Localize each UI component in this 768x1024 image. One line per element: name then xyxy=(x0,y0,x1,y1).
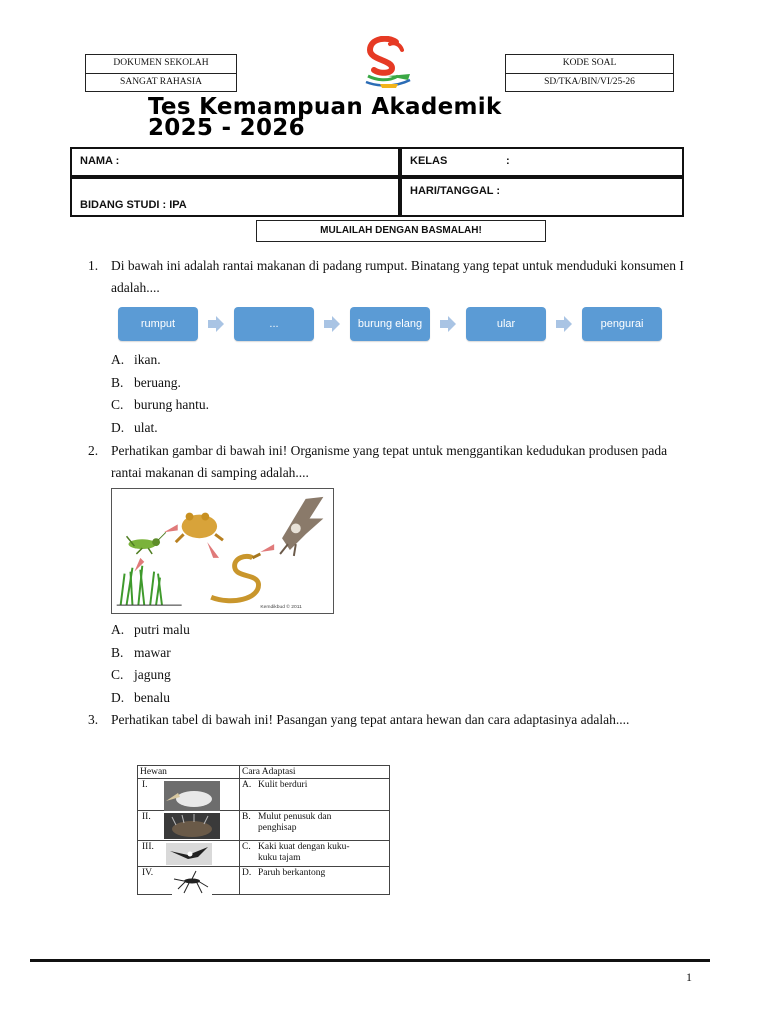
class-label: KELAS xyxy=(410,155,448,167)
option-b[interactable]: B. beruang. xyxy=(111,374,181,390)
chain-node-2: ... xyxy=(234,307,314,341)
document-label-box xyxy=(85,54,237,92)
question-1 xyxy=(88,255,698,299)
option-a[interactable]: A. putri malu xyxy=(111,622,190,637)
eagle-photo-icon xyxy=(166,843,212,865)
porcupine-photo-icon xyxy=(164,813,220,839)
document-label-line-1: DOKUMEN SEKOLAH xyxy=(113,58,209,68)
question-text: Di bawah ini adalah rantai makanan di padang rumput. Binatang yang tepat untuk menduduki konsumen I adalah.... xyxy=(111,258,684,295)
table-row: I. A. Kulit berduri xyxy=(138,779,390,811)
image-credit: Kemdikbud © 2011 xyxy=(260,605,302,611)
food-chain-diagram xyxy=(118,307,668,343)
table-header-adaptation: Cara Adaptasi xyxy=(240,766,390,779)
option-d[interactable]: D. ulat. xyxy=(111,419,158,435)
question-text: Perhatikan gambar di bawah ini! Organisme yang tepat untuk menggantikan kedudukan produsen pada rantai makanan di samping adalah.... xyxy=(111,443,668,480)
table-header-row xyxy=(138,766,390,779)
table-row: III. C. Kaki kuat dengan kuku- kuku tajam xyxy=(138,841,390,867)
option-c[interactable]: C. burung hantu. xyxy=(111,397,209,412)
date-field[interactable] xyxy=(400,177,684,217)
table-row: II. B. Mulut penusuk dan penghisap xyxy=(138,811,390,841)
eagle-icon xyxy=(280,497,323,556)
subject-label: BIDANG STUDI : IPA xyxy=(80,199,187,211)
title-line-2: 2025 - 2026 xyxy=(148,115,305,141)
question-number: 2. xyxy=(88,443,99,458)
arrow-right-icon xyxy=(440,316,456,332)
page-number: 1 xyxy=(686,970,692,984)
chain-node-3: burung elang xyxy=(350,307,430,341)
snake-icon xyxy=(211,554,260,601)
exam-code-label: KODE SOAL xyxy=(562,58,617,68)
class-field[interactable] xyxy=(400,147,684,177)
question-text: Perhatikan tabel di bawah ini! Pasangan yang tepat antara hewan dan cara adaptasinya adalah.... xyxy=(111,712,630,727)
document-label-line-2: SANGAT RAHASIA xyxy=(86,73,236,91)
answer-options-2 xyxy=(111,619,190,709)
question-3 xyxy=(88,709,698,731)
arrow-right-icon xyxy=(324,316,340,332)
subject-field xyxy=(70,177,400,217)
arrow-right-icon xyxy=(208,316,224,332)
page-title xyxy=(148,94,502,141)
school-logo xyxy=(358,36,418,92)
chain-node-5: pengurai xyxy=(582,307,662,341)
chain-node-4: ular xyxy=(466,307,546,341)
class-colon: : xyxy=(506,155,510,167)
table-header-animal: Hewan xyxy=(138,766,240,779)
question-number: 1. xyxy=(88,258,99,273)
option-a[interactable]: A. ikan. xyxy=(111,352,161,367)
chain-node-1: rumput xyxy=(118,307,198,341)
option-b[interactable]: B. mawar xyxy=(111,644,171,660)
option-c[interactable]: C. jagung xyxy=(111,667,171,682)
pelican-photo-icon xyxy=(164,781,220,811)
adaptation-table xyxy=(137,765,390,895)
grass-icon xyxy=(121,566,162,605)
option-d[interactable]: D. benalu xyxy=(111,689,170,705)
grasshopper-icon xyxy=(127,532,166,554)
table-row: IV. D. Paruh berkantong xyxy=(138,867,390,895)
date-label: HARI/TANGGAL : xyxy=(410,185,501,197)
title-line-1: Tes Kemampuan Akademik xyxy=(148,94,502,120)
name-field[interactable] xyxy=(70,147,400,177)
exam-code-value: SD/TKA/BIN/VI/25-26 xyxy=(506,73,673,91)
arrow-right-icon xyxy=(556,316,572,332)
food-chain-illustration xyxy=(111,488,334,614)
mosquito-photo-icon xyxy=(172,869,212,895)
question-number: 3. xyxy=(88,712,99,727)
name-label: NAMA : xyxy=(80,155,120,167)
exam-code-box xyxy=(505,54,674,92)
footer-divider xyxy=(30,959,710,962)
basmalah-banner: MULAILAH DENGAN BASMALAH! xyxy=(256,220,546,242)
answer-options-1 xyxy=(111,349,209,439)
question-2 xyxy=(88,440,698,484)
frog-icon xyxy=(176,513,223,543)
